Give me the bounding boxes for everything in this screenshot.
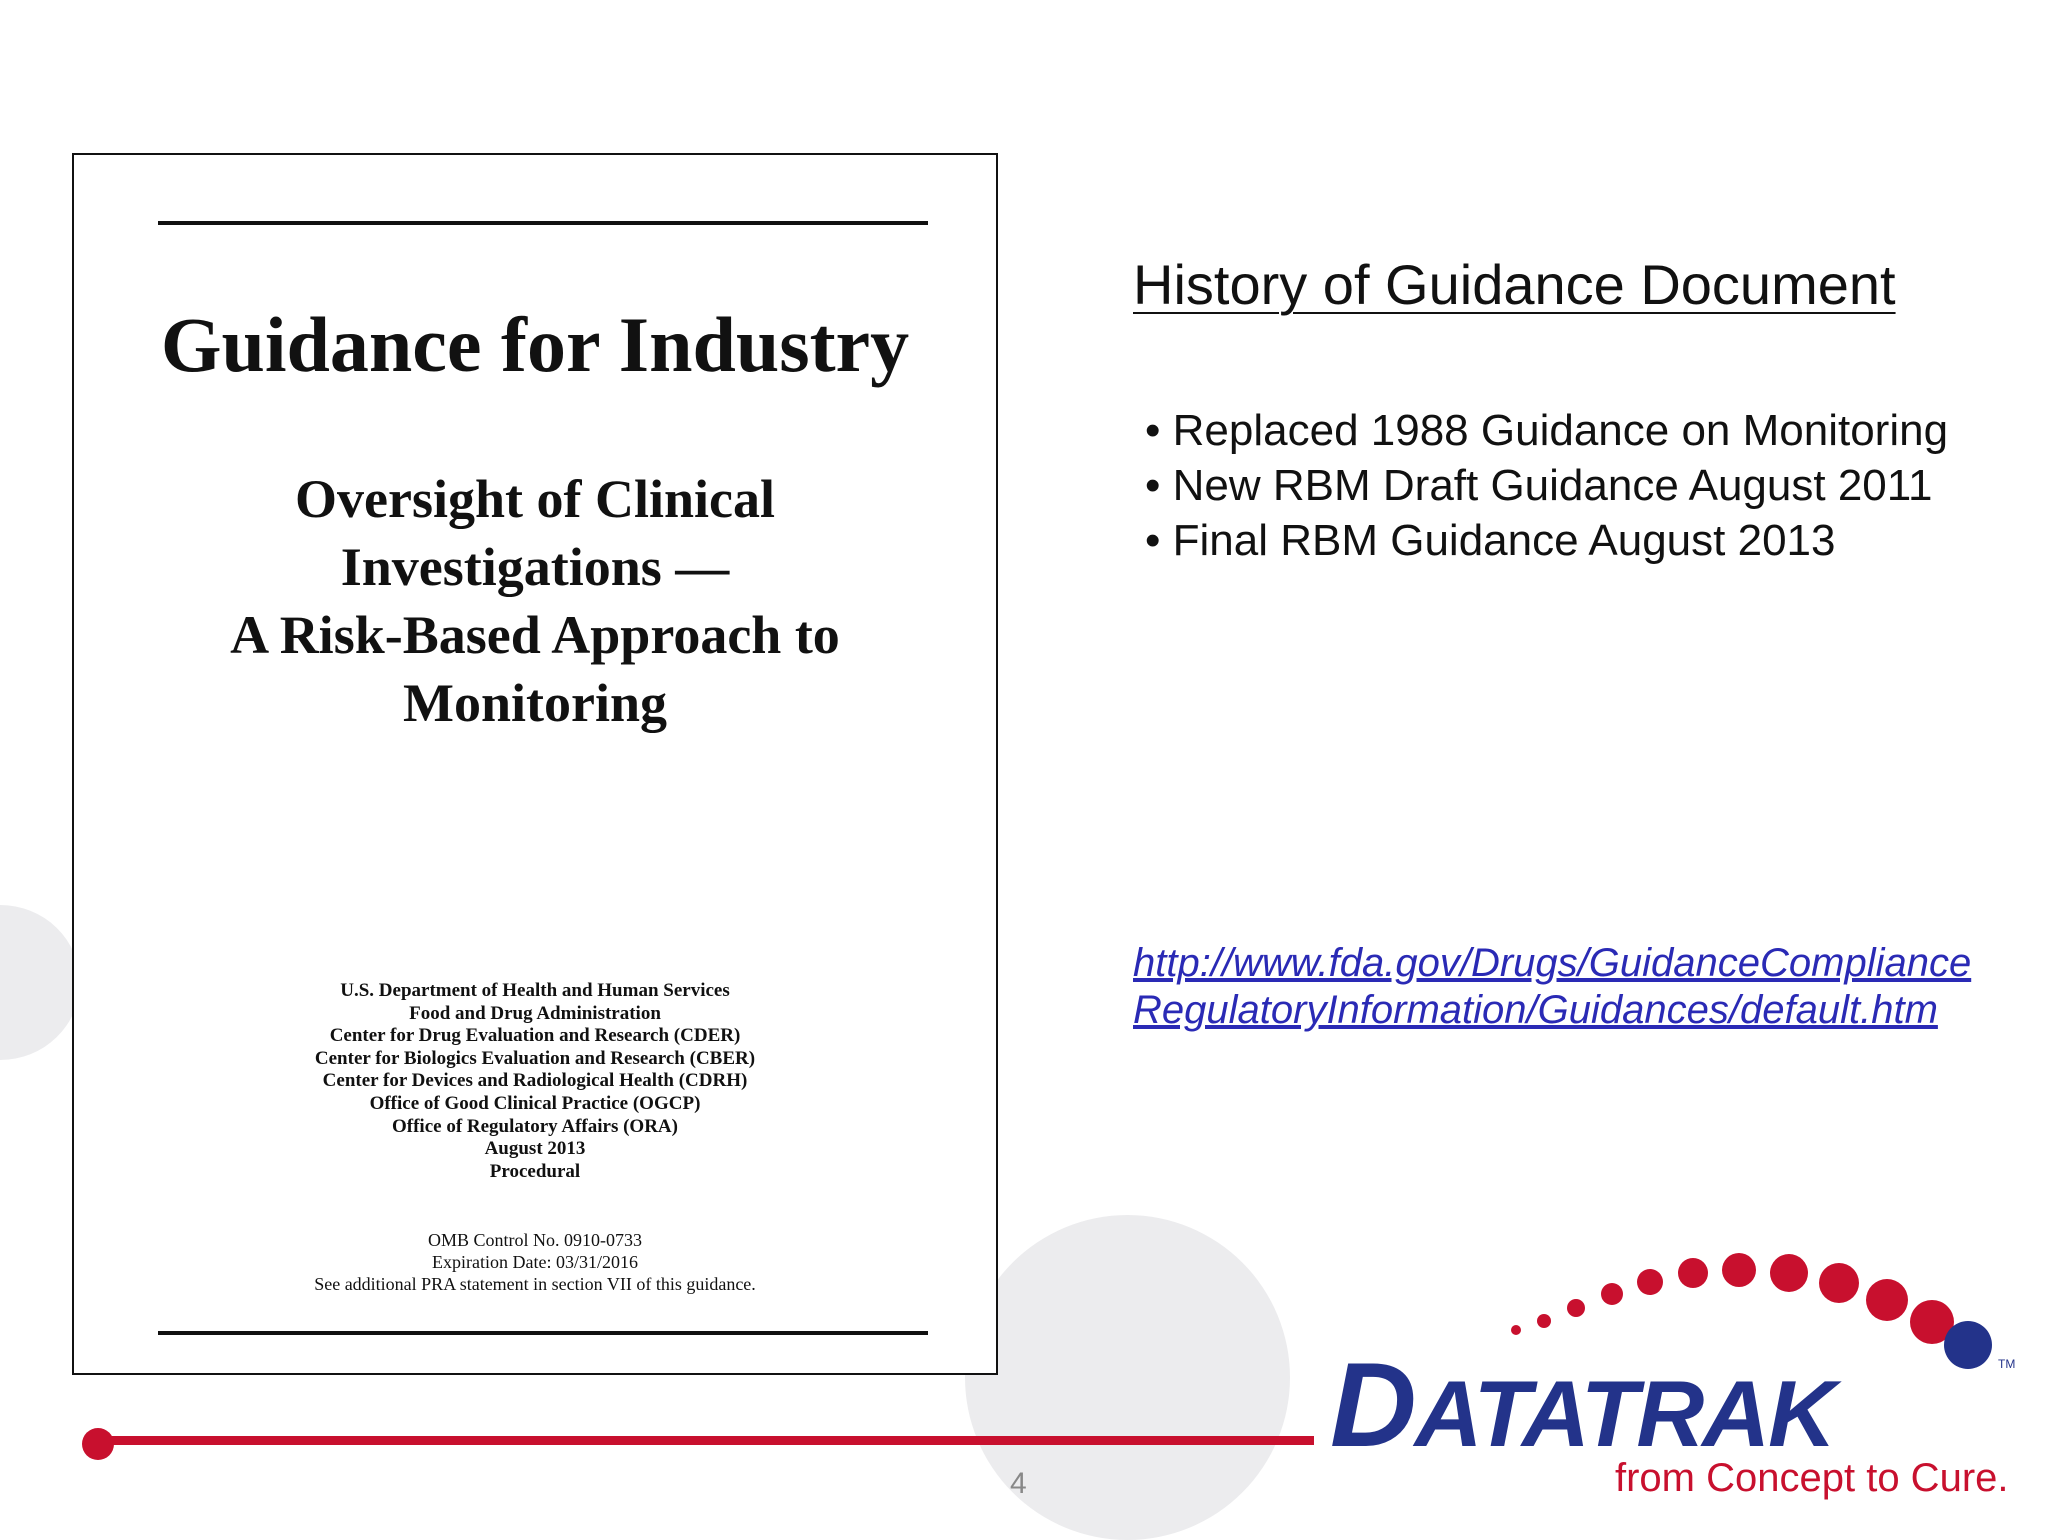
history-heading: History of Guidance Document [1133, 253, 1896, 316]
datatrak-logo [1330, 1338, 1834, 1472]
subtitle-line: Investigations — [340, 537, 730, 597]
omb-line: See additional PRA statement in section VII of this guidance. [314, 1274, 756, 1294]
brand-first-letter: D [1330, 1338, 1415, 1472]
history-bullet: • New RBM Draft Guidance August 2011 [1145, 458, 1948, 513]
agency-line: Center for Devices and Radiological Health (CDRH) [322, 1070, 748, 1092]
logo-dot [1511, 1325, 1521, 1335]
omb-line: Expiration Date: 03/31/2016 [432, 1252, 638, 1272]
agency-list [74, 980, 996, 1183]
document-subtitle [114, 465, 956, 737]
footer-red-dot [82, 1428, 114, 1460]
history-bullet: • Final RBM Guidance August 2013 [1145, 513, 1948, 568]
brand-rest: ATATRAK [1414, 1361, 1834, 1466]
top-rule [158, 221, 928, 225]
logo-dot [1637, 1269, 1663, 1295]
agency-line: August 2013 [484, 1138, 586, 1160]
footer-red-line [96, 1436, 1314, 1445]
logo-dot [1944, 1321, 1992, 1369]
omb-info [74, 1229, 996, 1295]
agency-line: U.S. Department of Health and Human Services [340, 980, 730, 1001]
subtitle-line: Monitoring [403, 673, 667, 733]
history-bullet-list [1145, 403, 1948, 568]
subtitle-line: Oversight of Clinical [295, 469, 775, 529]
subtitle-line: A Risk-Based Approach to [230, 605, 840, 665]
agency-line: Procedural [489, 1160, 581, 1182]
guidance-document-cover [72, 153, 998, 1375]
bottom-rule [158, 1331, 928, 1335]
omb-line: OMB Control No. 0910-0733 [427, 1230, 642, 1250]
document-title: Guidance for Industry [160, 301, 910, 388]
logo-dot [1770, 1254, 1808, 1292]
trademark-mark: TM [1998, 1357, 2016, 1371]
agency-line: Office of Good Clinical Practice (OGCP) [369, 1092, 701, 1114]
logo-dot [1722, 1253, 1756, 1287]
fda-guidance-link[interactable]: http://www.fda.gov/Drugs/GuidanceComplianceRegulatoryInformation/Guidances/default.htm [1133, 941, 1972, 1032]
agency-line: Office of Regulatory Affairs (ORA) [392, 1115, 678, 1137]
agency-line: Center for Biologics Evaluation and Research (CBER) [314, 1047, 756, 1069]
logo-dot [1866, 1279, 1908, 1321]
page-number: 4 [1010, 1467, 1027, 1500]
logo-tagline: from Concept to Cure. [1615, 1456, 2009, 1500]
logo-dot [1567, 1299, 1585, 1317]
logo-dot [1678, 1258, 1708, 1288]
decorative-circle-left [0, 905, 80, 1060]
logo-dot [1537, 1314, 1551, 1328]
logo-dot [1819, 1263, 1859, 1303]
agency-line: Center for Drug Evaluation and Research (CDER) [329, 1025, 741, 1047]
agency-line: Food and Drug Administration [409, 1002, 661, 1024]
history-bullet: • Replaced 1988 Guidance on Monitoring [1145, 403, 1948, 458]
logo-dot [1601, 1283, 1623, 1305]
